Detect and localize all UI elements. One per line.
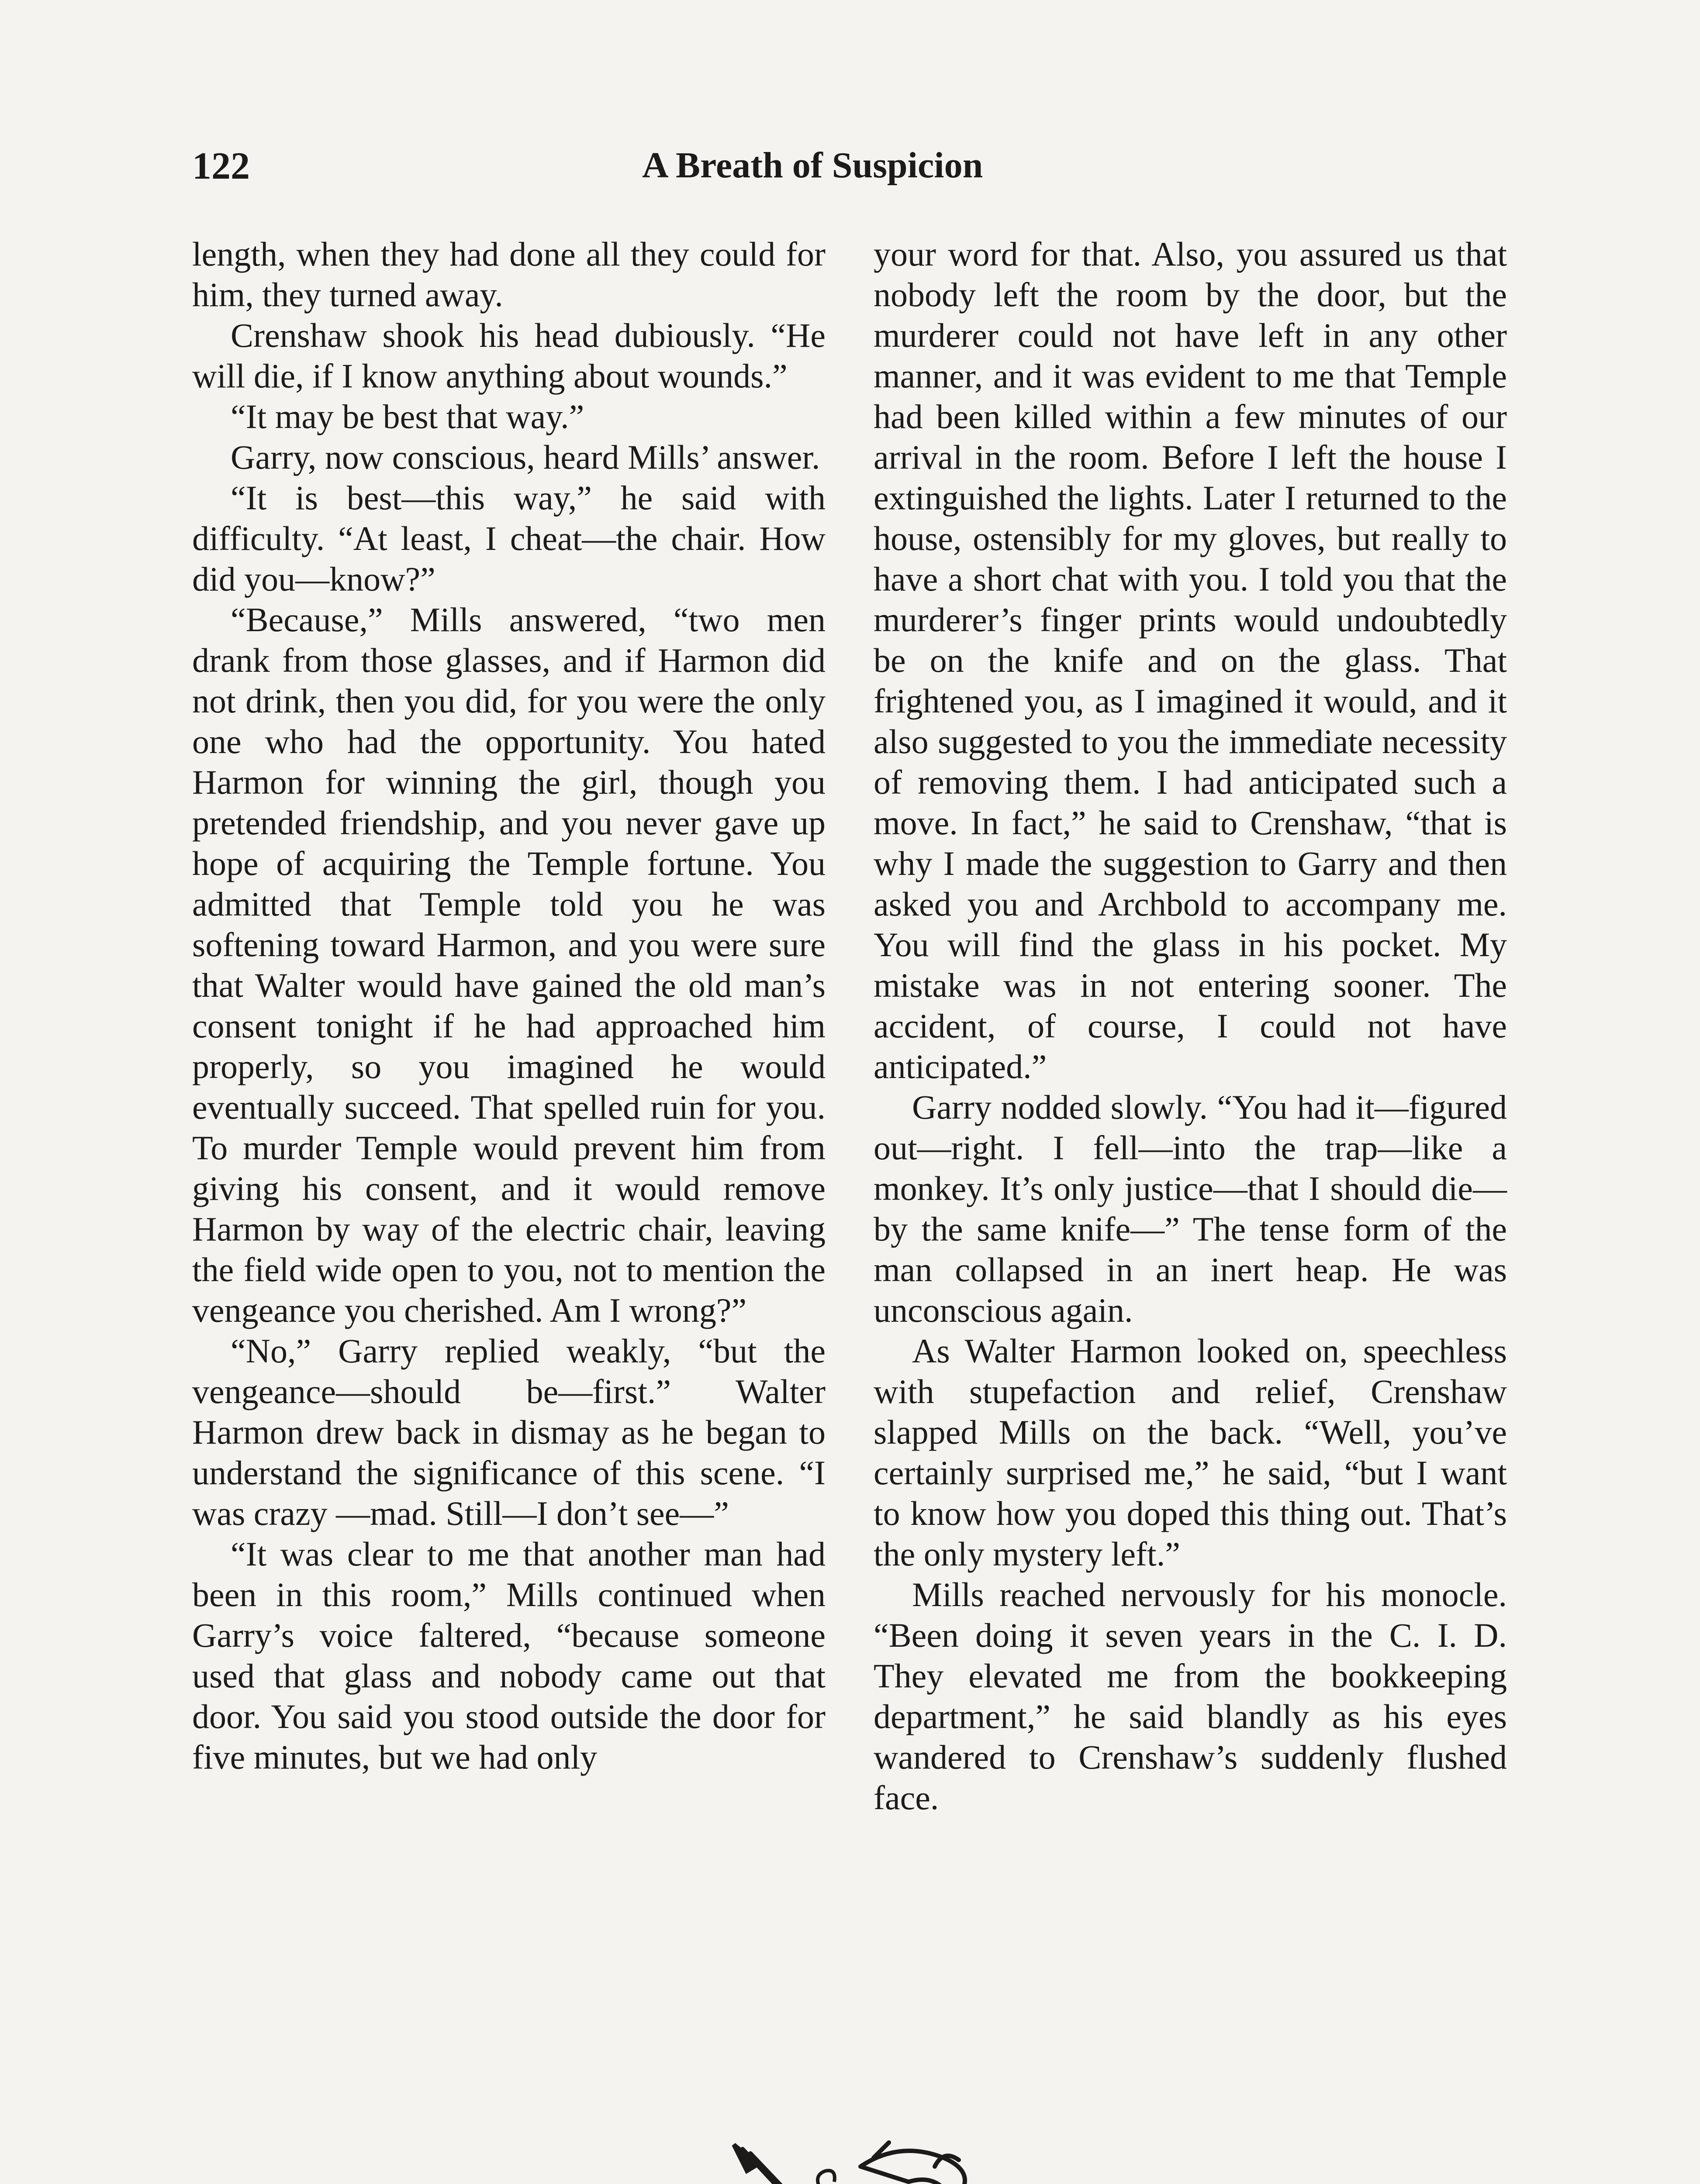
left-text-column — [192, 234, 826, 1777]
paragraph: As Walter Harmon looked on, speechless with stupefaction and relief, Crenshaw slapped Mills on the back. “Well, you’ve certainly surprised me,” he said, “but I want to know how you doped this thing out. That’s the only mystery left.” — [874, 1332, 1507, 1573]
paragraph: “It is best—this way,” he said with difficulty. “At least, I cheat—the chair. How did you—know?” — [192, 479, 826, 598]
right-text-column — [874, 234, 1507, 1818]
page-number: 122 — [192, 145, 250, 187]
paragraph: Mills reached nervously for his monocle. “Been doing it seven years in the C. I. D. They elevated me from the bookkeeping department,” he said blandly as his eyes wandered to Crenshaw’s suddenly flushed face. — [874, 1576, 1507, 1817]
paragraph: length, when they had done all they could for him, they turned away. — [192, 235, 826, 314]
ornament-curl — [818, 2170, 835, 2184]
paragraph: “Because,” Mills answered, “two men drank from those glasses, and if Harmon did not drink, then you did, for you were the only one who had the opportunity. You hated Harmon for winning the girl, though you pretended friendship, and you never gave up hope of acquiring the Temple fortune. You admitted that Temple told you he was softening toward Harmon, and you were sure that Walter would have gained the old man’s consent tonight if he had approached him properly, so you imagined he would eventually succeed. That spelled ruin for you. To murder Temple would prevent him from giving his consent, and it would remove Harmon by way of the electric chair, leaving the field wide open to you, not to mention the vengeance you cherished. Am I wrong?” — [192, 601, 826, 1329]
paragraph: “It was clear to me that another man had been in this room,” Mills continued when Garry’s voice faltered, “because someone used that glass and nobody came out that door. You said you stood outside the door for five minutes, but we had only — [192, 1535, 826, 1776]
paragraph: “No,” Garry replied weakly, “but the vengeance—should be—first.” Walter Harmon drew back in dismay as he began to understand the significance of this scene. “I was crazy —mad. Still—I don’t see—” — [192, 1332, 826, 1532]
pistol-icon — [773, 2143, 972, 2184]
paragraph: Garry, now conscious, heard Mills’ answer. — [231, 438, 820, 476]
paragraph: “It may be best that way.” — [231, 397, 584, 435]
running-title: A Breath of Suspicion — [642, 145, 983, 186]
paragraph: Crenshaw shook his head dubiously. “He will die, if I know anything about wounds.” — [192, 316, 826, 395]
paragraph: your word for that. Also, you assured us that nobody left the room by the door, but the murderer could not have left in any other manner, and it was evident to me that Temple had been killed within a few minutes of our arrival in the room. Before I left the house I extinguished the lights. Later I returned to the house, ostensibly for my gloves, but really to have a short chat with you. I told you that the murderer’s finger prints would undoubtedly be on the knife and on the glass. That frightened you, as I imagined it would, and it also suggested to you the immediate necessity of removing them. I had anticipated such a move. In fact,” he said to Crenshaw, “that is why I made the suggestion to Garry and then asked you and Archbold to accompany me. You will find the glass in his pocket. My mistake was in not entering sooner. The accident, of course, I could not have anticipated.” — [874, 235, 1507, 1085]
crossed-dagger-pistol-mask-icon — [716, 2140, 992, 2184]
paragraph: Garry nodded slowly. “You had it—figured out—right. I fell—into the trap—like a monkey. It’s only justice—that I should die—by the same knife—” The tense form of the man collapsed in an inert heap. He was unconscious again. — [874, 1088, 1507, 1329]
